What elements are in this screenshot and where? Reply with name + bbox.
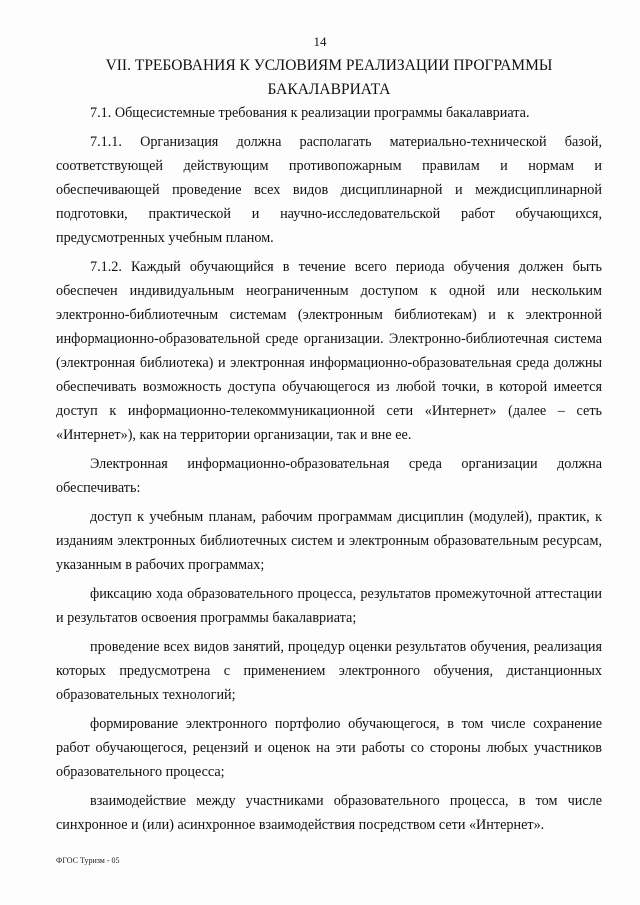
paragraph-eios-intro: Электронная информационно-образовательная среда организации должна обеспечивать:: [56, 456, 602, 496]
list-item-access: доступ к учебным планам, рабочим программам дисциплин (модулей), практик, к изданиям электронных библиотечных систем и электронным образовательным ресурсам, указанным в рабочих программах;: [56, 509, 602, 573]
list-item-classes: проведение всех видов занятий, процедур оценки результатов обучения, реализация которых предусмотрена с применением электронного обучения, дистанционных образовательных технологий;: [56, 639, 602, 703]
footer-text: ФГОС Туризм - 05: [56, 856, 120, 865]
section-heading-line-1: VII. ТРЕБОВАНИЯ К УСЛОВИЯМ РЕАЛИЗАЦИИ ПРОГРАММЫ: [105, 57, 553, 74]
paragraph-7-1-1: 7.1.1. Организация должна располагать материально-технической базой, соответствующей действующим противопожарным правилам и нормам и обеспечивающей проведение всех видов дисциплинарной и междисциплинарной подготовки, практической и научно-исследовательской работ обучающихся, предусмотренных учебным планом.: [56, 134, 602, 246]
document-body: [56, 101, 602, 842]
section-heading-line-2: БАКАЛАВРИАТА: [267, 81, 391, 98]
paragraph-7-1: 7.1. Общесистемные требования к реализации программы бакалавриата.: [90, 105, 530, 121]
paragraph-7-1-2: 7.1.2. Каждый обучающийся в течение всего периода обучения должен быть обеспечен индивидуальным неограниченным доступом к одной или нескольким электронно-библиотечным системам (электронным библиотекам) и к электронной информационно-образовательной среде организации. Электронно-библиотечная система (электронная библиотека) и электронная информационно-образовательная среда должны обеспечивать возможность доступа обучающегося из любой точки, в которой имеется доступ к информационно-телекоммуникационной сети «Интернет» (далее – сеть «Интернет»), как на территории организации, так и вне ее.: [56, 259, 602, 443]
list-item-recording: фиксацию хода образовательного процесса, результатов промежуточной аттестации и результатов освоения программы бакалавриата;: [56, 586, 602, 626]
list-item-interaction: взаимодействие между участниками образовательного процесса, в том числе синхронное и (или) асинхронное взаимодействия посредством сети «Интернет».: [56, 793, 602, 833]
list-item-portfolio: формирование электронного портфолио обучающегося, в том числе сохранение работ обучающегося, рецензий и оценок на эти работы со стороны любых участников образовательного процесса;: [56, 716, 602, 780]
page-number: 14: [313, 34, 327, 49]
